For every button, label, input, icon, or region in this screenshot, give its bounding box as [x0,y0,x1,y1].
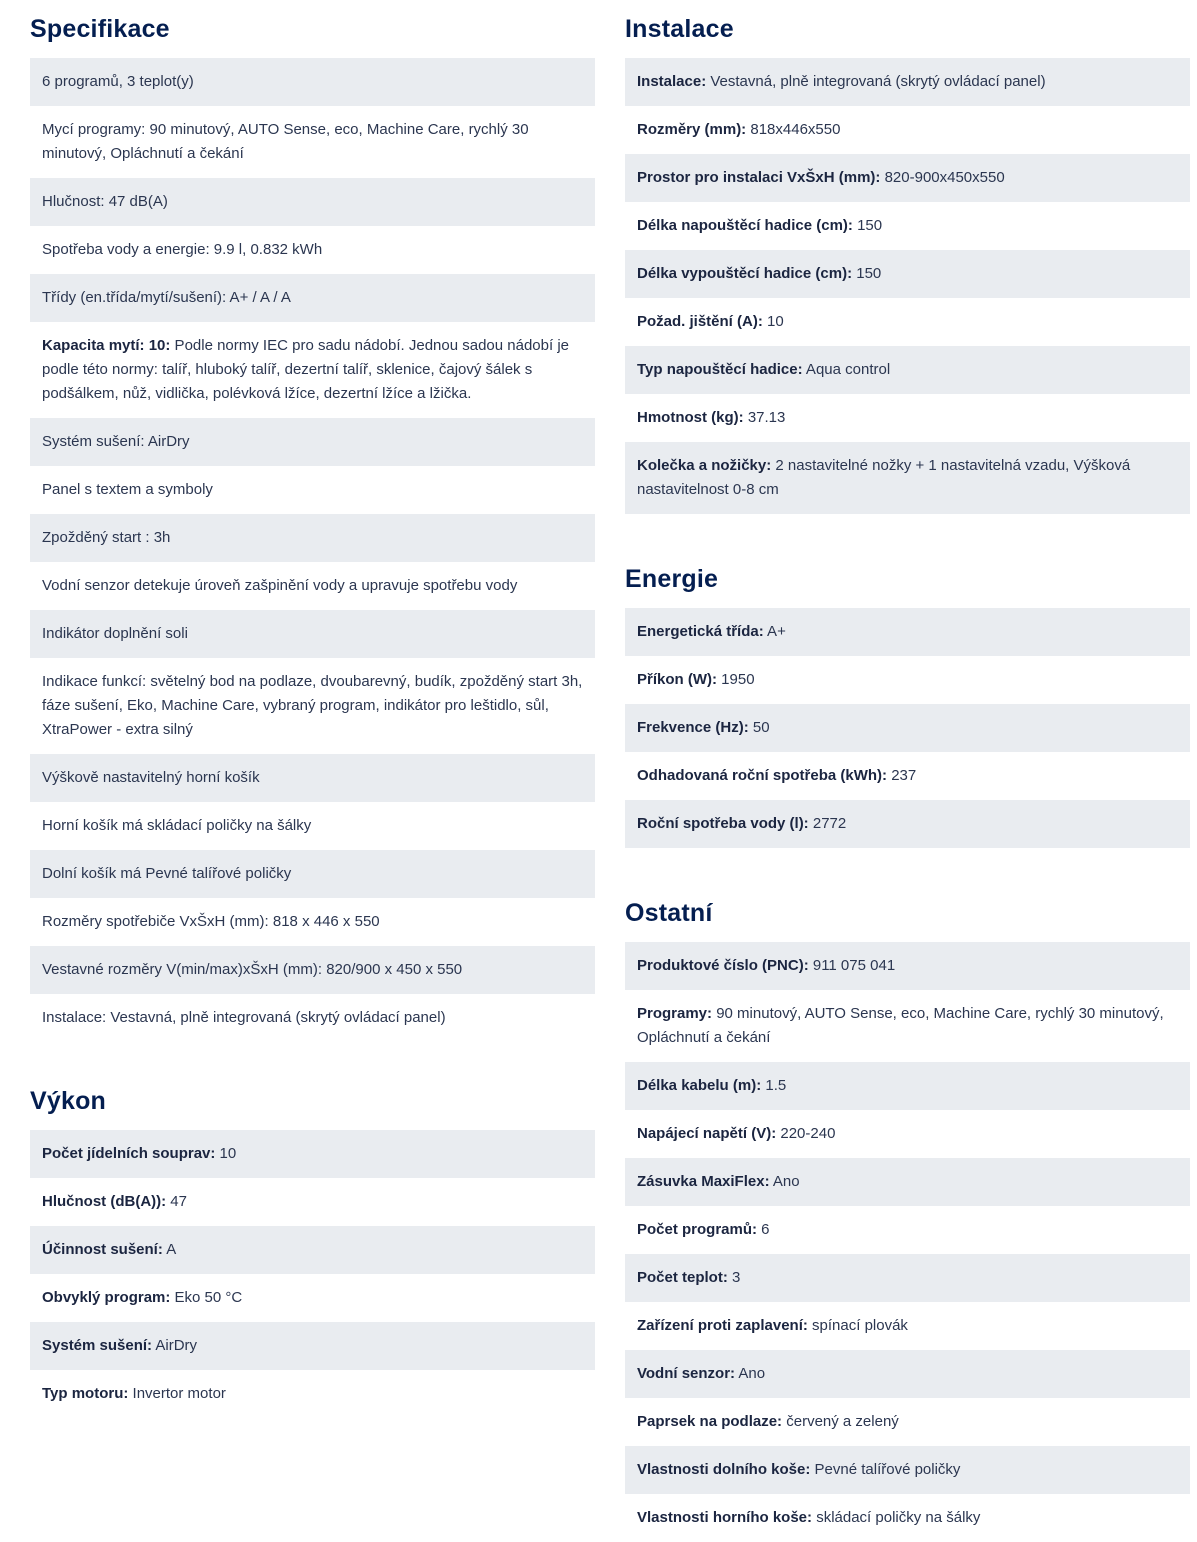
spec-row [30,322,595,418]
spec-label: Instalace: [637,73,707,90]
spec-row [625,1158,1190,1206]
spec-label: Zařízení proti zaplavení: [637,1317,808,1334]
spec-row [625,106,1190,154]
spec-row [625,1446,1190,1494]
spec-label: Roční spotřeba vody (l): [637,815,809,832]
spec-row [625,1110,1190,1158]
section-title: Instalace [625,15,734,43]
spec-value: spínací plovák [807,1317,908,1334]
spec-value: Vestavné rozměry V(min/max)xŠxH (mm): 820/900 x 450 x 550 [42,961,463,978]
spec-value: 37.13 [743,409,786,426]
spec-row [625,1254,1190,1302]
spec-row [30,226,595,274]
spec-value: Pevné talířové poličky [810,1461,961,1478]
spec-value: Vodní senzor detekuje úroveň zašpinění vody a upravuje spotřebu vody [42,577,518,594]
spec-label: Délka vypouštěcí hadice (cm): [637,265,853,282]
spec-value: Hlučnost: 47 dB(A) [42,193,168,210]
spec-list [30,1130,595,1418]
spec-label: Příkon (W): [637,671,717,688]
spec-label: Hlučnost (dB(A)): [42,1193,167,1210]
spec-label: Počet jídelních souprav: [42,1145,216,1162]
spec-row [625,250,1190,298]
spec-value: 2772 [808,815,847,832]
spec-row [625,752,1190,800]
spec-label: Programy: [637,1005,713,1022]
spec-value: 1950 [717,671,755,688]
spec-row [625,990,1190,1062]
spec-value: Panel s textem a symboly [42,481,213,498]
spec-value: Třídy (en.třída/mytí/sušení): A+ / A / A [42,289,291,306]
spec-row [30,610,595,658]
spec-value: 6 [757,1221,770,1238]
spec-row [625,1206,1190,1254]
spec-label: Napájecí napětí (V): [637,1125,777,1142]
spec-label: Vlastnosti horního koše: [637,1509,813,1526]
spec-value: 90 minutový, AUTO Sense, eco, Machine Care, rychlý 30 minutový, Opláchnutí a čekání [637,1005,1164,1046]
section-spacer [30,1042,595,1072]
spec-value: 3 [727,1269,741,1286]
spec-value: 1.5 [761,1077,787,1094]
spec-row [30,274,595,322]
section-spacer [625,848,1190,884]
spec-value: Rozměry spotřebiče VxŠxH (mm): 818 x 446 x 550 [42,913,380,930]
spec-row [30,466,595,514]
spec-row [30,946,595,994]
spec-value: červený a zelený [782,1413,899,1430]
spec-row [625,1494,1190,1542]
spec-list [30,58,595,1042]
spec-list [625,58,1190,514]
spec-row [625,800,1190,848]
right-column [625,0,1190,1542]
spec-value: 6 programů, 3 teplot(y) [42,73,194,90]
section-energie [625,550,1190,848]
spec-row [30,1322,595,1370]
spec-label: Obvyklý program: [42,1289,171,1306]
spec-value: Invertor motor [128,1385,226,1402]
spec-row [625,58,1190,106]
section-instalace [625,0,1190,514]
spec-label: Hmotnost (kg): [637,409,744,426]
spec-label: Energetická třída: [637,623,764,640]
spec-label: Délka kabelu (m): [637,1077,762,1094]
spec-row [30,514,595,562]
spec-label: Typ motoru: [42,1385,129,1402]
spec-value: Podle normy IEC pro sadu nádobí. Jednou sadou nádobí je podle této normy: talíř, hluboký talíř, dezertní talíř, sklenice, čajový šálek s podšálkem, nůž, vidlička, polévková lžíce, dezertní lžíce a lžička. [42,337,569,402]
spec-label: Kolečka a nožičky: [637,457,772,474]
spec-label: Typ napouštěcí hadice: [637,361,803,378]
spec-row [30,1130,595,1178]
spec-row [30,1274,595,1322]
spec-value: 820-900x450x550 [880,169,1005,186]
spec-value: Zpožděný start : 3h [42,529,171,546]
spec-row [625,942,1190,990]
spec-value: Systém sušení: AirDry [42,433,190,450]
spec-value: Ano [735,1365,766,1382]
section-specifikace [30,0,595,1042]
section-title: Ostatní [625,899,713,927]
spec-value: Ano [769,1173,800,1190]
spec-row [625,394,1190,442]
spec-value: Indikátor doplnění soli [42,625,188,642]
spec-row [625,608,1190,656]
spec-value: Výškově nastavitelný horní košík [42,769,260,786]
spec-label: Vlastnosti dolního koše: [637,1461,811,1478]
spec-label: Produktové číslo (PNC): [637,957,809,974]
spec-value: Dolní košík má Pevné talířové poličky [42,865,292,882]
spec-row [30,418,595,466]
spec-list [625,942,1190,1542]
spec-row [625,154,1190,202]
spec-label: Prostor pro instalaci VxŠxH (mm): [637,169,881,186]
spec-label: Systém sušení: [42,1337,153,1354]
spec-row [625,704,1190,752]
spec-value: 911 075 041 [808,957,896,974]
spec-row [30,1178,595,1226]
spec-label: Požad. jištění (A): [637,313,763,330]
spec-label: Vodní senzor: [637,1365,736,1382]
section-title: Výkon [30,1087,107,1115]
spec-row [625,346,1190,394]
spec-row [30,58,595,106]
spec-value: 2 nastavitelné nožky + 1 nastavitelná vzadu, Výšková nastavitelnost 0-8 cm [637,457,1131,498]
spec-label: Odhadovaná roční spotřeba (kWh): [637,767,888,784]
section-title: Energie [625,565,719,593]
spec-label: Počet teplot: [637,1269,728,1286]
spec-row [30,850,595,898]
spec-value: 150 [852,217,883,234]
spec-row [30,1226,595,1274]
spec-row [625,656,1190,704]
spec-value: 10 [762,313,784,330]
spec-value: Spotřeba vody a energie: 9.9 l, 0.832 kWh [42,241,323,258]
spec-value: 150 [852,265,882,282]
spec-row [30,898,595,946]
spec-row [30,658,595,754]
spec-value: A [162,1241,177,1258]
spec-label: Kapacita mytí: 10: [42,337,171,354]
spec-label: Zásuvka MaxiFlex: [637,1173,770,1190]
spec-value: Horní košík má skládací poličky na šálky [42,817,312,834]
spec-label: Počet programů: [637,1221,758,1238]
spec-value: AirDry [152,1337,198,1354]
spec-label: Frekvence (Hz): [637,719,749,736]
spec-row [30,754,595,802]
spec-value: skládací poličky na šálky [812,1509,981,1526]
spec-value: Indikace funkcí: světelný bod na podlaze, dvoubarevný, budík, zpožděný start 3h, fáze sušení, Eko, Machine Care, vybraný program, indikátor pro leštidlo, sůl, XtraPower - extra silný [42,673,583,738]
spec-row [30,178,595,226]
spec-row [30,802,595,850]
spec-label: Účinnost sušení: [42,1241,163,1258]
spec-value: Vestavná, plně integrovaná (skrytý ovládací panel) [706,73,1046,90]
spec-row [625,1062,1190,1110]
spec-label: Délka napouštěcí hadice (cm): [637,217,853,234]
left-column [30,0,595,1418]
section-spacer [625,514,1190,550]
spec-value: 220-240 [776,1125,836,1142]
spec-label: Rozměry (mm): [637,121,747,138]
spec-row [625,1398,1190,1446]
section-title: Specifikace [30,15,170,43]
spec-label: Paprsek na podlaze: [637,1413,783,1430]
spec-row [625,442,1190,514]
spec-value: Mycí programy: 90 minutový, AUTO Sense, eco, Machine Care, rychlý 30 minutový, Opláchnutí a čekání [42,121,529,162]
spec-row [30,106,595,178]
spec-row [30,1370,595,1418]
spec-row [625,202,1190,250]
spec-value: 50 [748,719,770,736]
section-vykon [30,1072,595,1418]
spec-row [30,562,595,610]
spec-row [625,1302,1190,1350]
spec-value: 818x446x550 [746,121,841,138]
spec-value: 47 [166,1193,187,1210]
spec-value: 10 [215,1145,237,1162]
spec-value: A+ [763,623,786,640]
spec-row [625,1350,1190,1398]
spec-list [625,608,1190,848]
spec-value: Instalace: Vestavná, plně integrovaná (skrytý ovládací panel) [42,1009,446,1026]
spec-value: Eko 50 °C [170,1289,243,1306]
spec-value: Aqua control [802,361,891,378]
spec-row [625,298,1190,346]
section-ostatni [625,884,1190,1542]
spec-value: 237 [887,767,917,784]
spec-row [30,994,595,1042]
